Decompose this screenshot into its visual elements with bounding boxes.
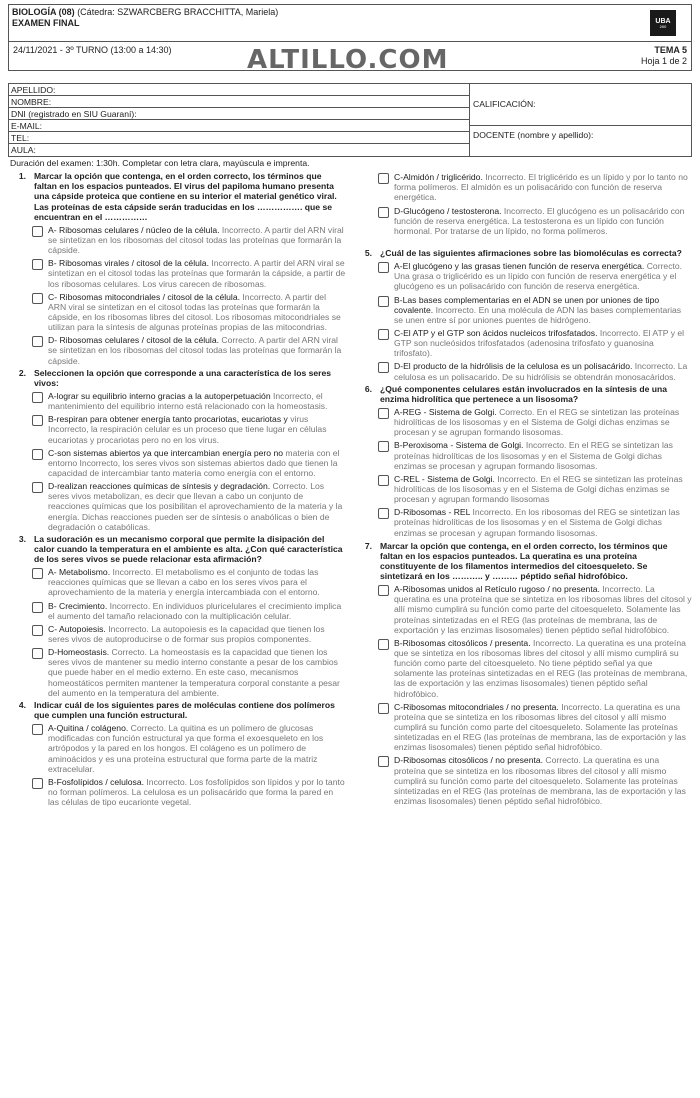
- option-text: [48, 258, 346, 288]
- option-label: D- Ribosomas celulares / citosol de la célula.: [48, 335, 219, 346]
- option-text: [48, 448, 346, 478]
- option-label: C-El ATP y el GTP son ácidos nucleicos trifosfatados.: [394, 327, 598, 338]
- checkbox-icon[interactable]: [378, 585, 389, 596]
- checkbox-icon[interactable]: [32, 226, 43, 237]
- student-data-table: [8, 83, 692, 157]
- checkbox-icon[interactable]: [378, 296, 389, 307]
- option-label: A-Quitina / colágeno.: [48, 723, 129, 734]
- option-label: A-Ribosomas unidos al Retículo rugoso / no presenta.: [394, 584, 600, 595]
- field-apellido[interactable]: APELLIDO:: [9, 84, 469, 96]
- questions-right-column: [354, 169, 692, 807]
- grading-fields: [470, 84, 691, 156]
- question: [8, 700, 346, 720]
- option-feedback: Incorrecto. En los ribosomas del REG se sintetizan las proteínas hidrolíticas de los lisosomas y en el Sistema de Golgi dichas enzimas se procesan y agrupan formando lisosomas.: [394, 507, 680, 538]
- option-label: C-Ribosomas mitocondriales / no presenta.: [394, 701, 559, 712]
- option-label: B- Ribosomas virales / citosol de la célula.: [48, 258, 209, 269]
- option-label: C-Almidón / triglicérido.: [394, 172, 483, 183]
- option-label: A-REG - Sistema de Golgi.: [394, 406, 497, 417]
- catedra-name: (Cátedra: SZWARCBERG BRACCHITTA, Mariela): [77, 7, 279, 17]
- option-text: [394, 407, 692, 437]
- question-text: ¿Qué componentes celulares están involucrados en la síntesis de una enzima hidrolítica que pertenece a un lisosoma?: [380, 383, 668, 404]
- question-text: Marcar la opción que contenga, en el orden correcto, los términos que faltan en los espacios punteados. El virus del papiloma humano presenta una cápside proteica que contiene en su interior el material genético viral. Las proteínas de esta cápside serán traducidas en los ……………. que se encuentran en el ……………: [34, 171, 337, 222]
- exam-type: EXAMEN FINAL: [12, 17, 80, 28]
- option-label: B-Las bases complementarias en el ADN se unen por uniones de tipo covalente.: [394, 294, 660, 315]
- exam-subheader: [8, 42, 692, 75]
- answer-option[interactable]: [354, 261, 692, 291]
- option-label: A-El glucógeno y las grasas tienen función de reserva energética.: [394, 261, 645, 272]
- answer-option[interactable]: [8, 647, 346, 698]
- checkbox-icon[interactable]: [378, 508, 389, 519]
- checkbox-icon[interactable]: [32, 648, 43, 659]
- option-text: [48, 335, 346, 365]
- field-tel[interactable]: TEL:: [9, 132, 469, 144]
- option-label: C- Ribosomas mitocondriales / citosol de la célula.: [48, 291, 241, 302]
- question-number: 6.: [364, 383, 372, 394]
- option-text: [48, 481, 346, 532]
- answer-option[interactable]: [8, 777, 346, 807]
- questions-left-column: [8, 169, 346, 807]
- option-feedback: Incorrecto. Los fosfolípidos son lípidos y por lo tanto no forman polímeros. La celulosa es un polisacárido que forma la pared en las células de tipo eucarionte vegetal.: [48, 776, 345, 808]
- option-label: D-Homeostasis.: [48, 647, 110, 658]
- option-feedback: Incorrecto. El metabolismo es el conjunto de todas las reacciones químicas que se llevan a cabo en los seres vivos para el aprovechamiento de la materia y energía intercambiada con el entorno.: [48, 567, 320, 598]
- option-text: [394, 295, 692, 325]
- option-text: [394, 584, 692, 635]
- question: [354, 384, 692, 404]
- checkbox-icon[interactable]: [32, 568, 43, 579]
- field-calificacion[interactable]: CALIFICACIÓN:: [470, 84, 691, 126]
- option-text: [394, 755, 692, 806]
- option-text: [394, 328, 692, 358]
- option-text: [394, 474, 692, 504]
- answer-option[interactable]: [354, 206, 692, 236]
- checkbox-icon[interactable]: [378, 475, 389, 486]
- uba-logo-icon: [650, 10, 676, 36]
- answer-option[interactable]: [8, 258, 346, 288]
- option-label: C-REL - Sistema de Golgi.: [394, 473, 495, 484]
- answer-option[interactable]: [354, 361, 692, 381]
- option-feedback: Correcto. La homeostasis es la capacidad que tienen los seres vivos de mantener su medio interno constante a pesar de los cambios que puede haber en el medio externo. En este caso, mecanismos homeostáticos permiten mantener la temperatura corporal constante a pesar del aumento en la temperatura del ambiente.: [48, 647, 340, 698]
- checkbox-icon[interactable]: [32, 602, 43, 613]
- checkbox-icon[interactable]: [32, 415, 43, 426]
- question-text: La sudoración es un mecanismo corporal que permite la disipación del calor cuando la temperatura en el ambiente es alta. ¿Con qué característica de los seres vivos se puede relacionar esta afirmación?: [34, 533, 343, 565]
- question: [8, 368, 346, 388]
- subject-name: BIOLOGÍA (08): [12, 7, 75, 17]
- option-feedback: Correcto. En el REG se sintetizan las proteínas hidrolíticas de los lisosomas y en el Sistema de Golgi dichas enzimas se procesan y se agrupan formando lisosomas.: [394, 406, 680, 438]
- tema-block: [641, 45, 687, 67]
- field-aula[interactable]: AULA:: [11, 145, 36, 155]
- option-feedback: materia con el entorno Incorrecto, los seres vivos son sistemas abiertos dado que tienen la capacidad de intercambiar tanto materia como energía con el entorno.: [48, 447, 340, 478]
- question: [354, 248, 692, 258]
- checkbox-icon[interactable]: [32, 625, 43, 636]
- question-number: 4.: [18, 699, 26, 710]
- tema-number: TEMA 5: [654, 45, 687, 55]
- option-text: [394, 440, 692, 470]
- option-text: [48, 624, 346, 644]
- answer-option[interactable]: [8, 723, 346, 774]
- answer-option[interactable]: [8, 391, 346, 411]
- option-feedback: Incorrecto. En individuos pluricelulares el crecimiento implica el aumento del tamaño relacionado con la multiplicación celular.: [48, 600, 342, 621]
- field-docente[interactable]: DOCENTE (nombre y apellido):: [473, 130, 594, 140]
- option-label: C- Autopoiesis.: [48, 623, 106, 634]
- option-feedback: Incorrecto. La queratina es una proteína que se sintetiza en los ribosomas libres del citosol y allí mismo cumplirá su función como parte del citoesqueleto. Solamente las proteínas sintetizadas en el REG (las proteínas de membrana, las de exportación y las enzimas lisosomales) tienen péptido señal hidrofóbico.: [394, 584, 692, 635]
- option-label: A-lograr su equilibrio interno gracias a la autoperpetuación: [48, 390, 271, 401]
- option-text: [48, 601, 346, 621]
- answer-option[interactable]: [8, 292, 346, 333]
- answer-option[interactable]: [8, 448, 346, 478]
- checkbox-icon[interactable]: [32, 724, 43, 735]
- question-text: Seleccionen la opción que corresponde a una característica de los seres vivos:: [34, 367, 332, 388]
- answer-option[interactable]: [8, 335, 346, 365]
- option-feedback: Correcto. A partir del ARN viral se sintetizan en los ribosomas del citosol todas las proteínas que formarán la cápside.: [48, 335, 342, 366]
- checkbox-icon[interactable]: [32, 392, 43, 403]
- answer-option[interactable]: [354, 507, 692, 537]
- uba-logo-sub: 200: [659, 23, 667, 29]
- field-nombre[interactable]: NOMBRE:: [9, 96, 469, 108]
- page-count: Hoja 1 de 2: [640, 55, 687, 66]
- option-text: [394, 261, 692, 291]
- option-text: [394, 172, 692, 202]
- option-feedback: Incorrecto. La queratina es una proteína que se sintetiza en los ribosomas libres del citosol y allí mismo cumplirá su función como parte del citoesqueleto. Solamente las proteínas sintetizadas en el REG (las proteínas de membrana, las de exportación y las enzimas lisosomales) tienen péptido señal hidrofóbico.: [394, 701, 686, 753]
- option-label: B-Peroxisoma - Sistema de Golgi.: [394, 440, 524, 451]
- option-text: [48, 292, 346, 333]
- checkbox-icon[interactable]: [32, 336, 43, 347]
- option-feedback: Correcto. Una grasa o triglicérido es un lípido con función de reserva energética y el glucógeno es un polisacárido con función de reserva energética.: [394, 261, 683, 292]
- option-text: [48, 414, 346, 444]
- answer-option[interactable]: [354, 584, 692, 635]
- answer-option[interactable]: [354, 702, 692, 753]
- option-feedback: Incorrecto. La celulosa es un polisacarido. De su hidrólisis se obtendrán monosacáridos.: [394, 361, 688, 382]
- checkbox-icon[interactable]: [378, 362, 389, 373]
- option-text: [394, 638, 692, 699]
- option-feedback: virus Incorrecto, la respiración celular es un proceso que tiene lugar en células eucariotas y procariotas pero no en los virus.: [48, 414, 327, 445]
- option-label: B-Ribosomas citosólicos / presenta.: [394, 637, 531, 648]
- option-feedback: Incorrecto. El triglicérido es un lípido y por lo tanto no forma polímeros. El almidón es un polisacárido con función de reserva energética.: [394, 172, 688, 203]
- option-feedback: Correcto. La quitina es un polímero de glucosas modificadas con función estructural ya que forma el exoesqueleto en los artrópodos y la pared en los hongos. El colágeno es un polímero de aminoácidos y es una proteína estructural que forma parte de la matriz extracelular.: [48, 723, 324, 774]
- answer-option[interactable]: [8, 624, 346, 644]
- option-text: [48, 567, 346, 597]
- question-text: Marcar la opción que contenga, en el orden correcto, los términos que faltan en los espacios punteados. La queratina es una proteína constituyente de los filamentos intermedios del citoesqueleto. Se sintetizará en los ……….. y ……… péptido señal hidrofóbico.: [380, 540, 668, 582]
- checkbox-icon[interactable]: [378, 703, 389, 714]
- answer-option[interactable]: [8, 414, 346, 444]
- option-label: D-Ribosomas - REL: [394, 507, 471, 518]
- student-fields: [9, 84, 470, 156]
- checkbox-icon[interactable]: [378, 441, 389, 452]
- option-text: [394, 507, 692, 537]
- checkbox-icon[interactable]: [378, 639, 389, 650]
- answer-option[interactable]: [8, 481, 346, 532]
- uba-logo-text: UBA: [655, 17, 671, 25]
- checkbox-icon[interactable]: [32, 293, 43, 304]
- question: [8, 534, 346, 564]
- option-feedback: Incorrecto. La queratina es una proteína que se sintetiza en los ribosomas libres del citosol y allí mismo cumplirá su función como parte del citoesqueleto. No tiene péptido señal ya que solamente las proteínas sintetizadas en el REG (las proteínas de membrana, las de exportación y las enzimas lisosomales) tienen péptido señal hidrofóbico.: [394, 637, 688, 699]
- option-feedback: Incorrecto. La autopoiesis es la capacidad que tienen los seres vivos de autoproducirse o de formar sus propios componentes.: [48, 623, 325, 645]
- answer-option[interactable]: [354, 328, 692, 358]
- option-label: D-El producto de la hidrólisis de la celulosa es un polisacárido.: [394, 361, 633, 372]
- question-text: Indicar cuál de los siguientes pares de moléculas contiene dos polímeros que cumplen una función estructural.: [34, 699, 335, 721]
- field-dni[interactable]: DNI (registrado en SIU Guaraní):: [9, 108, 469, 120]
- option-feedback: Incorrecto. El glucógeno es un polisacárido con función de reserva energética. La testosterona es un lípido con función hormonal. Por tratarse de un lípido, no forma polímeros.: [394, 205, 685, 236]
- option-feedback: Incorrecto. El ATP y el GTP son nucleósidos trifosfatados (adenosina trifosfato y guanosina trifosfato).: [394, 327, 685, 359]
- option-text: [48, 391, 346, 411]
- option-label: C-son sistemas abiertos ya que intercambian energía pero no: [48, 447, 284, 458]
- answer-option[interactable]: [8, 601, 346, 621]
- question-number: 5.: [364, 247, 372, 258]
- option-label: D-realizan reacciones químicas de síntesis y degradación.: [48, 481, 271, 492]
- question-number: 2.: [18, 367, 26, 378]
- option-label: A- Ribosomas celulares / núcleo de la célula.: [48, 224, 220, 235]
- uba-logo: [635, 5, 691, 41]
- checkbox-icon[interactable]: [378, 207, 389, 218]
- option-feedback: Incorrecto. A partir del ARN viral se sintetizan en el citosol todas las proteínas que formarán la cápside, en los ribosomas libres del citosol. Los ribosomas mitocondriales se utilizan para la síntesis de algunas proteínas propias de las mitocondrias.: [48, 291, 341, 333]
- question: [8, 171, 346, 222]
- option-text: [394, 361, 692, 381]
- answer-option[interactable]: [354, 172, 692, 202]
- checkbox-icon[interactable]: [32, 259, 43, 270]
- option-feedback: Incorrecto. En el REG se sintetizan las proteínas hidrolíticas de los lisosomas y en el Sistema de Golgi dichas enzimas se procesan y agrupan formando lisosomas.: [394, 440, 673, 471]
- checkbox-icon[interactable]: [32, 449, 43, 460]
- exam-header: [8, 4, 692, 42]
- header-title-block: [9, 5, 635, 41]
- option-feedback: Incorrecto. En una molécula de ADN las bases complementarias se unen entre sí por uniones puentes de hidrógeno.: [394, 304, 682, 325]
- answer-option[interactable]: [354, 295, 692, 325]
- answer-option[interactable]: [354, 407, 692, 437]
- option-feedback: Correcto. La queratina es una proteína que se sintetiza en los ribosomas libres del citosol y allí mismo cumplirá su función como parte del citoesqueleto. Solamente las proteínas sintetizadas en el REG (las proteínas de membrana, las de exportación y las enzimas lisosomales) tienen péptido señal hidrofóbico.: [394, 755, 686, 807]
- answer-option[interactable]: [354, 440, 692, 470]
- question-text: ¿Cuál de las siguientes afirmaciones sobre las biomoléculas es correcta?: [380, 247, 682, 258]
- option-text: [394, 206, 692, 236]
- option-text: [48, 647, 346, 698]
- checkbox-icon[interactable]: [378, 329, 389, 340]
- option-label: A- Metabolismo.: [48, 567, 111, 578]
- exam-date-turn: 24/11/2021 - 3º TURNO (13:00 a 14:30): [13, 45, 172, 55]
- field-email[interactable]: E-MAIL:: [9, 120, 469, 132]
- option-label: D-Glucógeno / testosterona.: [394, 205, 502, 216]
- answer-option[interactable]: [8, 225, 346, 255]
- option-feedback: Incorrecto. En el REG se sintetizan las proteínas hidrolíticas de los lisosomas y en el Sistema de Golgi dichas enzimas se procesan y agrupan formando lisosomas: [394, 473, 683, 505]
- option-text: [48, 723, 346, 774]
- checkbox-icon[interactable]: [378, 262, 389, 273]
- exam-duration: Duración del examen: 1:30h. Completar con letra clara, mayúscula e imprenta.: [10, 158, 310, 168]
- checkbox-icon[interactable]: [32, 778, 43, 789]
- answer-option[interactable]: [354, 638, 692, 699]
- option-feedback: Incorrecto. A partir del ARN viral se sintetizan en el citosol todas las proteínas que formarán la cápside, a partir de los ribosomas celulares. Los virus carecen de ribosomas.: [48, 258, 346, 289]
- option-feedback: Correcto. Los seres vivos metabolizan, es decir que llevan a cabo un conjunto de reacciones químicas que los posibilitan el aprovechamiento de la materia y la energía. Dichas reacciones pueden ser de síntesis o anabólicas o bien de degradación o catabólicas.: [48, 481, 343, 532]
- question-number: 1.: [18, 171, 26, 182]
- option-label: B-respiran para obtener energía tanto procariotas, eucariotas y: [48, 414, 288, 425]
- option-label: D-Ribosomas citosólicos / no presenta.: [394, 755, 544, 766]
- option-text: [48, 225, 346, 255]
- answer-option[interactable]: [354, 474, 692, 504]
- checkbox-icon[interactable]: [378, 173, 389, 184]
- questions-columns: [8, 169, 692, 807]
- question-number: 3.: [18, 533, 26, 544]
- question: [354, 541, 692, 582]
- answer-option[interactable]: [354, 755, 692, 806]
- question-number: 7.: [364, 540, 372, 551]
- checkbox-icon[interactable]: [378, 408, 389, 419]
- option-feedback: Incorrecto. A partir del ARN viral se sintetizan en los ribosomas del citosol todas las proteínas que formarán la cápside.: [48, 224, 344, 256]
- checkbox-icon[interactable]: [32, 482, 43, 493]
- option-label: B-Fosfolípidos / celulosa.: [48, 776, 145, 787]
- answer-option[interactable]: [8, 567, 346, 597]
- checkbox-icon[interactable]: [378, 756, 389, 767]
- watermark: ALTILLO.COM: [247, 45, 449, 75]
- option-text: [394, 702, 692, 753]
- option-label: B- Crecimiento.: [48, 600, 108, 611]
- option-text: [48, 777, 346, 807]
- option-feedback: Incorrecto, el mantenimiento del equilibrio interno está relacionado con la homeostasis.: [48, 390, 328, 412]
